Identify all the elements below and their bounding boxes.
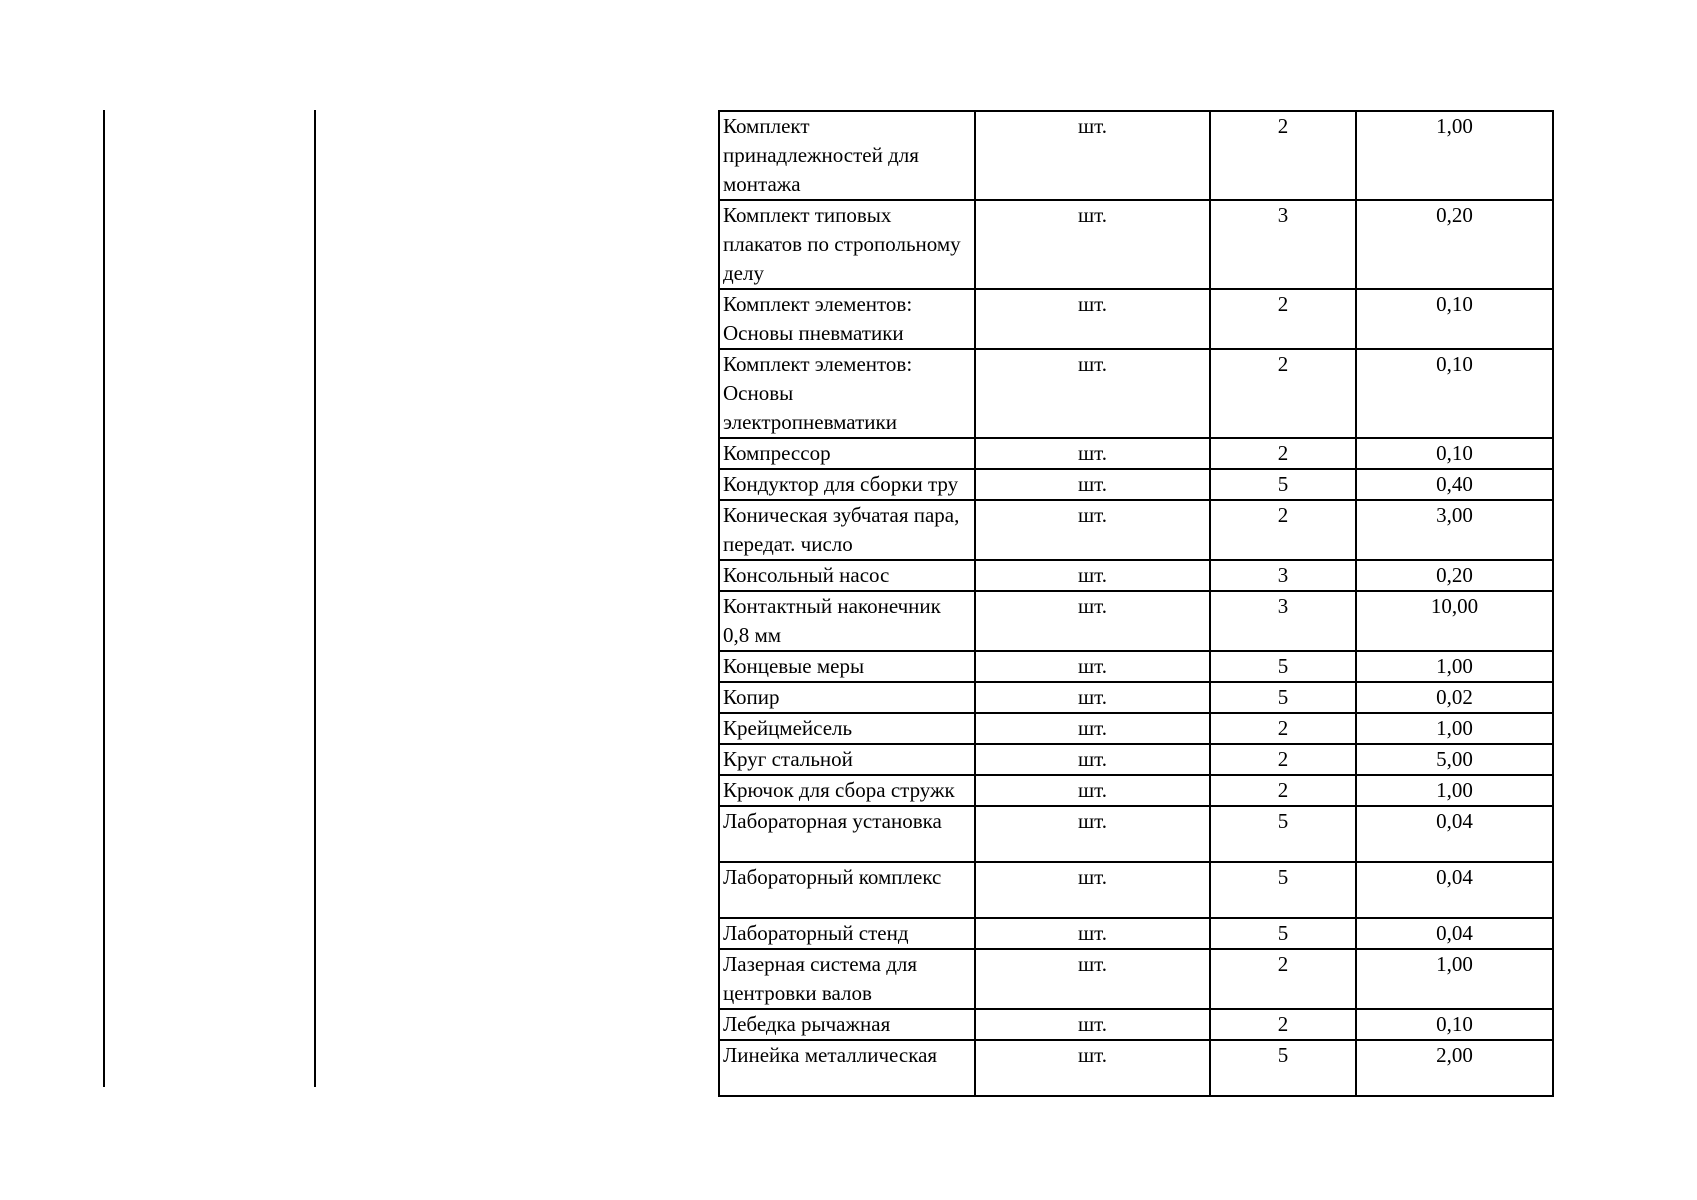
item-unit-cell: шт. [975, 349, 1210, 438]
item-qty-cell: 2 [1210, 949, 1356, 1009]
item-name-cell: Крючок для сбора стружк [719, 775, 975, 806]
item-value-cell: 0,10 [1356, 1009, 1553, 1040]
item-unit-cell: шт. [975, 500, 1210, 560]
item-name-cell: Лабораторный комплекс [719, 862, 975, 918]
item-name-cell: Комплект элементов: Основы электропневматики [719, 349, 975, 438]
item-qty-cell: 2 [1210, 438, 1356, 469]
table-row [719, 438, 1553, 469]
left-table-column-line [314, 110, 316, 1087]
item-qty-cell: 2 [1210, 111, 1356, 200]
item-qty-cell: 2 [1210, 500, 1356, 560]
item-unit-cell: шт. [975, 806, 1210, 862]
item-unit-cell: шт. [975, 775, 1210, 806]
item-name-cell: Комплект типовых плакатов по стропольному делу [719, 200, 975, 289]
table-row [719, 918, 1553, 949]
item-unit-cell: шт. [975, 682, 1210, 713]
item-unit-cell: шт. [975, 111, 1210, 200]
item-value-cell: 0,10 [1356, 349, 1553, 438]
item-unit-cell: шт. [975, 469, 1210, 500]
item-qty-cell: 5 [1210, 918, 1356, 949]
item-unit-cell: шт. [975, 289, 1210, 349]
item-name-cell: Круг стальной [719, 744, 975, 775]
item-qty-cell: 5 [1210, 806, 1356, 862]
item-qty-cell: 5 [1210, 682, 1356, 713]
item-value-cell: 0,04 [1356, 918, 1553, 949]
item-unit-cell: шт. [975, 200, 1210, 289]
item-unit-cell: шт. [975, 744, 1210, 775]
item-name-cell: Крейцмейсель [719, 713, 975, 744]
item-name-cell: Лабораторный стенд [719, 918, 975, 949]
item-qty-cell: 5 [1210, 469, 1356, 500]
item-name-cell: Комплект принадлежностей для монтажа [719, 111, 975, 200]
item-name-cell: Лазерная система для центровки валов [719, 949, 975, 1009]
item-value-cell: 0,02 [1356, 682, 1553, 713]
item-unit-cell: шт. [975, 1040, 1210, 1096]
equipment-table [718, 110, 1554, 1097]
table-row [719, 949, 1553, 1009]
item-value-cell: 1,00 [1356, 651, 1553, 682]
table-row [719, 651, 1553, 682]
table-row [719, 500, 1553, 560]
item-qty-cell: 2 [1210, 775, 1356, 806]
item-unit-cell: шт. [975, 949, 1210, 1009]
table-row [719, 713, 1553, 744]
item-value-cell: 3,00 [1356, 500, 1553, 560]
item-name-cell: Контактный наконечник 0,8 мм [719, 591, 975, 651]
item-value-cell: 10,00 [1356, 591, 1553, 651]
item-value-cell: 1,00 [1356, 949, 1553, 1009]
item-name-cell: Копир [719, 682, 975, 713]
table-row [719, 560, 1553, 591]
item-qty-cell: 5 [1210, 1040, 1356, 1096]
item-value-cell: 1,00 [1356, 775, 1553, 806]
item-value-cell: 5,00 [1356, 744, 1553, 775]
item-value-cell: 0,40 [1356, 469, 1553, 500]
item-value-cell: 0,04 [1356, 806, 1553, 862]
item-qty-cell: 2 [1210, 289, 1356, 349]
table-row [719, 1040, 1553, 1096]
item-name-cell: Концевые меры [719, 651, 975, 682]
left-table-border-line [103, 110, 105, 1087]
item-name-cell: Коническая зубчатая пара, передат. число [719, 500, 975, 560]
item-value-cell: 1,00 [1356, 111, 1553, 200]
item-unit-cell: шт. [975, 591, 1210, 651]
table-row [719, 469, 1553, 500]
table-row [719, 806, 1553, 862]
table-row [719, 744, 1553, 775]
item-name-cell: Комплект элементов: Основы пневматики [719, 289, 975, 349]
item-value-cell: 2,00 [1356, 1040, 1553, 1096]
table-row [719, 289, 1553, 349]
item-qty-cell: 2 [1210, 713, 1356, 744]
item-unit-cell: шт. [975, 651, 1210, 682]
item-name-cell: Лебедка рычажная [719, 1009, 975, 1040]
item-qty-cell: 3 [1210, 560, 1356, 591]
item-name-cell: Кондуктор для сборки тру [719, 469, 975, 500]
item-qty-cell: 5 [1210, 651, 1356, 682]
item-value-cell: 1,00 [1356, 713, 1553, 744]
item-value-cell: 0,20 [1356, 560, 1553, 591]
item-name-cell: Консольный насос [719, 560, 975, 591]
item-value-cell: 0,10 [1356, 289, 1553, 349]
table-row [719, 862, 1553, 918]
item-unit-cell: шт. [975, 1009, 1210, 1040]
table-row [719, 775, 1553, 806]
table-row [719, 111, 1553, 200]
table-row [719, 1009, 1553, 1040]
item-name-cell: Компрессор [719, 438, 975, 469]
table-row [719, 682, 1553, 713]
item-unit-cell: шт. [975, 560, 1210, 591]
item-unit-cell: шт. [975, 713, 1210, 744]
item-qty-cell: 2 [1210, 1009, 1356, 1040]
item-qty-cell: 2 [1210, 349, 1356, 438]
table-row [719, 200, 1553, 289]
item-qty-cell: 2 [1210, 744, 1356, 775]
item-name-cell: Лабораторная установка [719, 806, 975, 862]
table-row [719, 349, 1553, 438]
item-value-cell: 0,04 [1356, 862, 1553, 918]
table-row [719, 591, 1553, 651]
item-name-cell: Линейка металлическая [719, 1040, 975, 1096]
item-qty-cell: 3 [1210, 200, 1356, 289]
item-value-cell: 0,20 [1356, 200, 1553, 289]
item-value-cell: 0,10 [1356, 438, 1553, 469]
item-unit-cell: шт. [975, 438, 1210, 469]
item-qty-cell: 3 [1210, 591, 1356, 651]
item-unit-cell: шт. [975, 862, 1210, 918]
item-unit-cell: шт. [975, 918, 1210, 949]
item-qty-cell: 5 [1210, 862, 1356, 918]
